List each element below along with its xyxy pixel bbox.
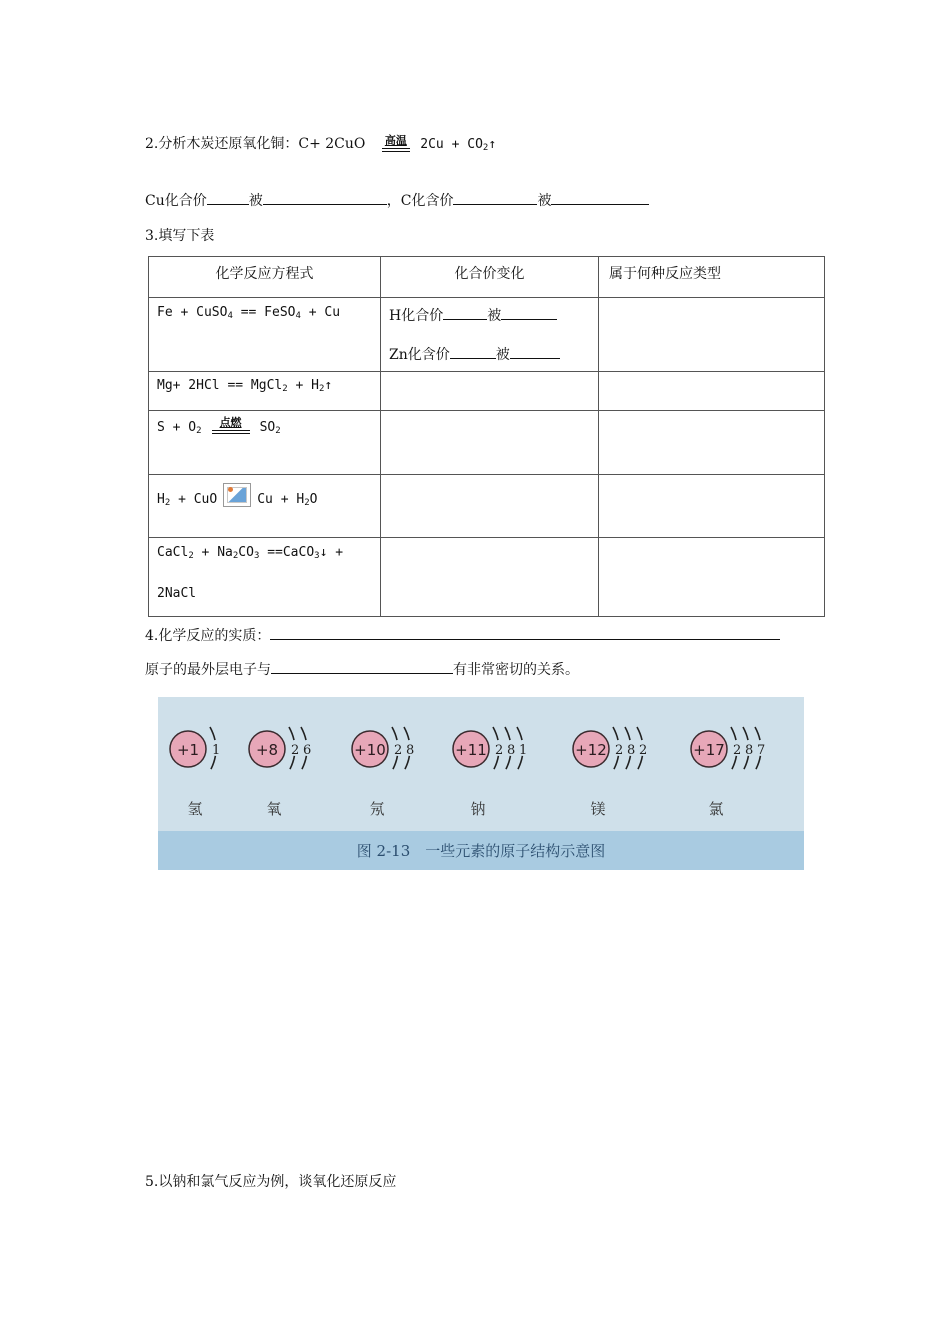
table-row xyxy=(149,372,825,411)
nucleus-charge: +11 xyxy=(455,741,487,759)
row5-valence[interactable] xyxy=(381,538,599,617)
q2-products-text: 2Cu + CO xyxy=(420,137,483,152)
atom-2 xyxy=(249,727,311,818)
table-row xyxy=(149,298,825,372)
row1-h-line: H化合价 被 xyxy=(389,304,590,325)
q2-cu-label: Cu化合价 xyxy=(145,193,207,209)
q2-c-label: ，C化含价 xyxy=(386,193,454,209)
gas-arrow-icon: ↑ xyxy=(488,137,497,152)
atom-1 xyxy=(170,727,220,818)
q2-equation xyxy=(145,133,496,156)
q4-line2 xyxy=(145,658,579,679)
row5-equation-line1: CaCl$_2$ + $Na_2CO_3$ ==CaCO$_3$↓ + xyxy=(157,545,344,561)
figure-caption: 图 2-13 一些元素的原子结构示意图 xyxy=(356,842,606,860)
element-name: 氧 xyxy=(266,800,282,818)
q4-title: 4.化学反应的实质： xyxy=(145,628,271,644)
q5-title: 5.以钠和氯气反应为例，谈氧化还原反应 xyxy=(145,1174,397,1190)
element-name: 钠 xyxy=(470,800,486,818)
q4-blank-electrons[interactable] xyxy=(271,658,453,674)
q4-line2-b: 有非常密切的关系。 xyxy=(453,662,579,678)
q2-bei-2: 被 xyxy=(537,193,552,209)
q2-bei-1: 被 xyxy=(248,193,263,209)
nucleus-charge: +17 xyxy=(693,741,725,759)
row3-equation xyxy=(149,411,381,475)
element-name: 镁 xyxy=(590,800,606,818)
electron-count: 2 xyxy=(394,743,403,758)
row4-type[interactable] xyxy=(599,475,825,538)
table-row xyxy=(149,411,825,475)
row1-blank-zn-fate[interactable] xyxy=(510,343,560,359)
atom-3 xyxy=(352,727,414,818)
element-name: 氢 xyxy=(187,800,203,818)
nucleus-charge: +10 xyxy=(354,741,386,759)
atom-4 xyxy=(453,727,527,818)
element-name: 氖 xyxy=(369,800,385,818)
electron-count: 8 xyxy=(507,743,516,758)
table-header-row xyxy=(149,257,825,298)
row1-blank-zn-valence[interactable] xyxy=(450,343,496,359)
gas-arrow-icon: ↑ xyxy=(324,378,333,393)
row1-type[interactable] xyxy=(599,298,825,372)
q2-condition-text: 高温 xyxy=(384,134,407,147)
q3-title: 3.填写下表 xyxy=(145,228,215,244)
nucleus-charge: +8 xyxy=(255,741,279,759)
nucleus-charge: +1 xyxy=(176,741,200,759)
electron-count: 2 xyxy=(495,743,504,758)
row3-equation-text: $S + O_2$ 点燃 $SO_2$ xyxy=(157,416,281,436)
reaction-table xyxy=(148,256,825,617)
atom-diagrams xyxy=(158,697,804,831)
row4-equation-text: $H_2$ + CuO $Cu + H_2O$ xyxy=(157,483,372,512)
atom-structure-figure xyxy=(158,697,804,870)
row4-valence[interactable] xyxy=(381,475,599,538)
precipitate-arrow-icon: ↓ + xyxy=(319,545,344,560)
row3-condition-text: 点燃 xyxy=(219,416,242,429)
q2-blank-cu-valence[interactable] xyxy=(207,189,249,205)
q2-equals-sign xyxy=(382,148,410,152)
row2-type[interactable] xyxy=(599,372,825,411)
electron-count: 2 xyxy=(291,743,300,758)
atom-5 xyxy=(573,727,647,818)
row5-type[interactable] xyxy=(599,538,825,617)
q4-line2-a: 原子的最外层电子与 xyxy=(145,662,271,678)
nucleus-charge: +12 xyxy=(575,741,607,759)
q4-title-line xyxy=(145,624,780,645)
electron-count: 2 xyxy=(733,743,742,758)
row2-equation xyxy=(149,372,381,411)
header-valence-change: 化合价变化 xyxy=(381,257,599,298)
table-row xyxy=(149,538,825,617)
electron-count: 7 xyxy=(757,743,766,758)
row1-zn-line: Zn化含价 被 xyxy=(389,343,590,364)
row4-equation xyxy=(149,475,381,538)
q2-products xyxy=(420,137,496,152)
q2-prefix: 2.分析木炭还原氧化铜：C+ 2CuO xyxy=(145,136,366,152)
row2-valence[interactable] xyxy=(381,372,599,411)
electron-count: 1 xyxy=(519,743,528,758)
electron-count: 8 xyxy=(627,743,636,758)
q4-blank-essence[interactable] xyxy=(270,624,780,640)
electron-count: 1 xyxy=(212,743,221,758)
row1-blank-h-fate[interactable] xyxy=(501,304,557,320)
header-equation: 化学反应方程式 xyxy=(149,257,381,298)
electron-count: 2 xyxy=(615,743,624,758)
row1-equation-text: Fe + CuSO$_4$ == FeSO$_4$ + Cu xyxy=(157,305,341,321)
q2-blank-cu-fate[interactable] xyxy=(263,189,387,205)
missing-image-icon xyxy=(223,483,251,507)
electron-count: 6 xyxy=(303,743,312,758)
row1-blank-h-valence[interactable] xyxy=(443,304,487,320)
electron-count: 8 xyxy=(406,743,415,758)
element-name: 氯 xyxy=(708,800,724,818)
row1-valence xyxy=(381,298,599,372)
q2-fill-line xyxy=(145,189,649,210)
header-reaction-type: 属于何种反应类型 xyxy=(599,257,825,298)
row5-equation xyxy=(149,538,381,617)
q2-condition xyxy=(382,135,410,152)
row3-valence[interactable] xyxy=(381,411,599,475)
row5-equation-line2: 2NaCl xyxy=(157,586,197,601)
q2-blank-c-valence[interactable] xyxy=(453,189,537,205)
row1-equation xyxy=(149,298,381,372)
q2-co2-sub: 2 xyxy=(482,143,489,153)
electron-count: 8 xyxy=(745,743,754,758)
row3-type[interactable] xyxy=(599,411,825,475)
row3-equals-sign xyxy=(212,430,250,434)
row3-condition xyxy=(212,417,250,434)
q2-blank-c-fate[interactable] xyxy=(551,189,649,205)
table-row xyxy=(149,475,825,538)
row2-equation-text: Mg+ 2HCl == MgCl$_2$ + $H_2↑$ xyxy=(157,378,333,394)
atom-6 xyxy=(691,727,765,818)
electron-count: 2 xyxy=(639,743,648,758)
